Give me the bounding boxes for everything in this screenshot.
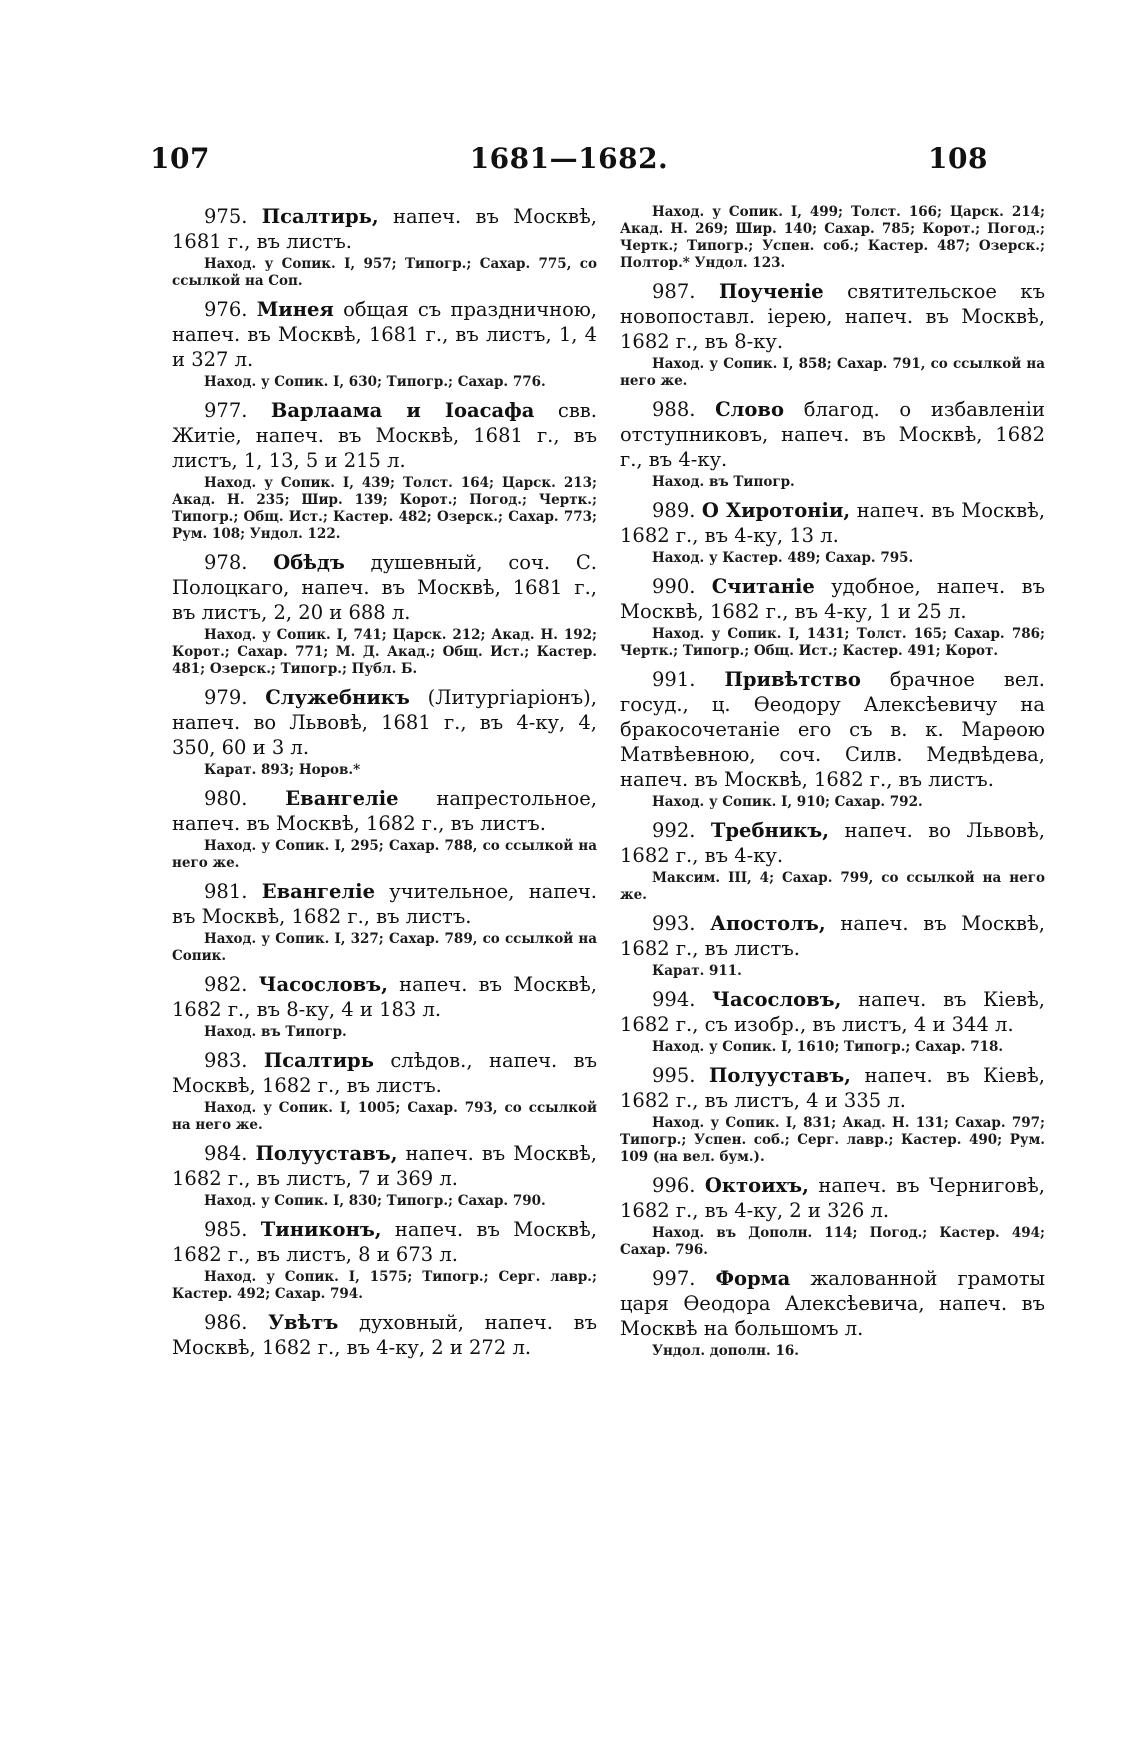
entry-title: Привѣтство (724, 668, 861, 691)
entry-details: удобное, напеч. въ Москвѣ, 1682 г., въ 4-ку, 1 и 25 л. (620, 575, 1045, 623)
entry-holdings: Наход. у Сопик. I, 630; Типогр.; Сахар. 776. (204, 374, 546, 390)
entry-number: 997. (652, 1267, 696, 1290)
entry-holdings: Наход. у Сопик. I, 439; Толст. 164; Царск. 213; Акад. Н. 235; Шир. 139; Корот.; Погод.; Чертк.; Типогр.; Общ. Ист.; Кастер. 482; Озерск.; Сахар. 773; Рум. 108; Ундол. 122. (172, 475, 597, 542)
entry-holdings: Наход. у Сопик. I, 1431; Толст. 165; Сахар. 786; Чертк.; Типогр.; Общ. Ист.; Кастер. 491; Корот. (620, 626, 1045, 659)
entry-number: 993. (652, 912, 696, 935)
entry-title: Служебникъ (265, 686, 410, 709)
bibliography-entry (620, 818, 1045, 904)
entry-details: благод. о избавленіи отступниковъ, напеч. въ Москвѣ, 1682 г., въ 4-ку. (620, 398, 1045, 471)
entry-number: 987. (652, 280, 696, 303)
entry-number: 989. (652, 499, 696, 522)
entry-title: Полууставъ, (255, 1142, 398, 1165)
entry-number: 996. (652, 1174, 696, 1197)
right-column (620, 204, 1045, 1367)
entry-description (620, 987, 1045, 1037)
entry-details: учительное, напеч. въ Москвѣ, 1682 г., въ листъ. (172, 880, 597, 928)
entry-number: 975. (204, 205, 248, 228)
entry-details: напеч. въ Москвѣ, 1681 г., въ листъ. (172, 205, 597, 253)
entry-holdings: Максим. III, 4; Сахар. 799, со ссылкой на него же. (620, 870, 1045, 903)
entry-holdings: Наход. въ Типогр. (652, 474, 795, 490)
entry-title: Варлаама и Іоасафа (270, 399, 535, 422)
entry-holdings: Наход. въ Дополн. 114; Погод.; Кастер. 494; Сахар. 796. (620, 1225, 1045, 1258)
bibliography-entry (620, 498, 1045, 567)
bibliography-entry (172, 1048, 597, 1134)
entry-details: брачное вел. госуд., ц. Ѳеодору Алексѣевичу на бракосочетаніе его съ в. к. Марѳою Матвѣевною, соч. Силв. Медвѣдева, напеч. въ Москвѣ, 1682 г., въ листъ. (620, 668, 1045, 791)
entry-holdings: Наход. у Сопик. I, 831; Акад. Н. 131; Сахар. 797; Типогр.; Успен. соб.; Серг. лавр.; Кастер. 490; Рум. 109 (на вел. бум.). (620, 1115, 1045, 1165)
entry-title: Псалтирь (263, 1049, 374, 1072)
bibliography-entry (620, 667, 1045, 811)
entry-details: напеч. въ Москвѣ, 1682 г., въ 4-ку, 13 л. (620, 499, 1046, 547)
bibliography-entry (172, 204, 597, 290)
entry-details: святительское къ новопоставл. іерею, напеч. въ Москвѣ, 1682 г., въ 8-ку. (620, 280, 1046, 353)
entry-description (172, 685, 597, 760)
entry-details: напеч. въ Москвѣ, 1682 г., въ листъ. (620, 912, 1045, 960)
bibliography-entry (620, 574, 1045, 660)
entry-number: 981. (204, 880, 248, 903)
entry-holdings: Карат. 911. (652, 963, 742, 979)
bibliography-entry (620, 204, 1045, 272)
entry-details: напеч. въ Москвѣ, 1682 г., въ 8-ку, 4 и 183 л. (172, 973, 597, 1021)
year-range-heading: 1681—1682. (469, 142, 669, 175)
entry-number: 980. (204, 787, 248, 810)
entry-title: Тиниконъ, (260, 1218, 382, 1241)
entry-title: Требникъ, (710, 819, 830, 842)
entry-title: Минея (256, 298, 334, 321)
entry-details: душевный, соч. С. Полоцкаго, напеч. въ Москвѣ, 1681 г., въ листъ, 2, 20 и 688 л. (172, 551, 597, 624)
entry-number: 995. (652, 1064, 696, 1087)
entry-details: свв. Житіе, напеч. въ Москвѣ, 1681 г., въ листъ, 1, 13, 5 и 215 л. (172, 399, 597, 472)
entry-title: Часословъ, (258, 973, 388, 996)
bibliography-entry (172, 550, 597, 678)
entry-details: напеч. во Львовѣ, 1682 г., въ 4-ку. (620, 819, 1045, 867)
bibliography-entry (172, 1141, 597, 1210)
entry-number: 986. (204, 1311, 248, 1334)
entry-details: (Литургіаріонъ), напеч. во Львовѣ, 1681 г., въ 4-ку, 4, 350, 60 и 3 л. (172, 686, 597, 759)
entry-details: слѣдов., напеч. въ Москвѣ, 1682 г., въ листъ. (172, 1049, 598, 1097)
page-number-right: 108 (928, 142, 988, 175)
entry-holdings: Карат. 893; Норов.* (204, 762, 361, 778)
entry-number: 992. (652, 819, 696, 842)
entry-description (172, 204, 597, 254)
entry-number: 978. (204, 551, 248, 574)
entry-description (172, 1310, 597, 1360)
entry-number: 976. (204, 298, 248, 321)
entry-description (620, 574, 1045, 624)
entry-title: Евангеліе (285, 787, 399, 810)
entry-description (620, 498, 1045, 548)
entry-description (172, 1048, 597, 1098)
page-header (150, 142, 988, 178)
entry-description (172, 1217, 597, 1267)
bibliography-entry (172, 879, 597, 965)
page-number-left: 107 (150, 142, 210, 175)
bibliography-entry (620, 987, 1045, 1056)
entry-number: 994. (652, 988, 696, 1011)
entry-holdings: Наход. у Сопик. I, 499; Толст. 166; Царск. 214; Акад. Н. 269; Шир. 140; Сахар. 785; Корот.; Погод.; Чертк.; Типогр.; Успен. соб.; Кастер. 487; Озерск.; Полтор.* Ундол. 123. (620, 204, 1045, 271)
entry-description (620, 397, 1045, 472)
entry-title: Считаніе (711, 575, 815, 598)
entry-number: 988. (652, 398, 696, 421)
entry-number: 982. (204, 973, 248, 996)
entry-title: Евангеліе (261, 880, 375, 903)
entry-title: Поученіе (718, 280, 824, 303)
entry-details: духовный, напеч. въ Москвѣ, 1682 г., въ 4-ку, 2 и 272 л. (172, 1311, 598, 1359)
bibliography-entry (620, 1173, 1045, 1259)
bibliography-entry (620, 397, 1045, 491)
entry-title: Обѣдъ (273, 551, 345, 574)
entry-description (620, 279, 1045, 354)
bibliography-entry (172, 297, 597, 391)
bibliography-entry (172, 972, 597, 1041)
entry-description (172, 297, 597, 372)
entry-description (172, 879, 597, 929)
bibliography-entry (620, 911, 1045, 980)
entry-holdings: Наход. у Сопик. I, 327; Сахар. 789, со ссылкой на Сопик. (172, 931, 597, 964)
entry-details: напеч. въ Москвѣ, 1682 г., въ листъ, 7 и 369 л. (172, 1142, 598, 1190)
bibliography-entry (620, 279, 1045, 390)
entry-details: напрестольное, напеч. въ Москвѣ, 1682 г., въ листъ. (172, 787, 597, 835)
entry-description (620, 1063, 1045, 1113)
entry-title: Полууставъ, (708, 1064, 851, 1087)
entry-description (620, 667, 1045, 792)
entry-holdings: Наход. у Сопик. I, 741; Царск. 212; Акад. Н. 192; Корот.; Сахар. 771; М. Д. Акад.; Общ. Ист.; Кастер. 481; Озерск.; Типогр.; Публ. Б. (172, 627, 597, 677)
entry-title: Форма (715, 1267, 791, 1290)
entry-number: 983. (204, 1049, 248, 1072)
bibliography-entry (172, 786, 597, 872)
entry-description (172, 1141, 597, 1191)
entry-holdings: Наход. у Сопик. I, 957; Типогр.; Сахар. 775, со ссылкой на Соп. (172, 256, 597, 289)
entry-holdings: Наход. у Сопик. I, 910; Сахар. 792. (652, 794, 923, 810)
entry-holdings: Ундол. дополн. 16. (652, 1343, 799, 1359)
entry-title: Апостолъ, (710, 912, 826, 935)
bibliography-entry (172, 1217, 597, 1303)
entry-number: 977. (204, 399, 248, 422)
entry-details: напеч. въ Москвѣ, 1682 г., въ листъ, 8 и 673 л. (172, 1218, 597, 1266)
entry-details: жалованной грамоты царя Ѳеодора Алексѣевича, напеч. въ Москвѣ на большомъ л. (620, 1267, 1046, 1340)
bibliography-entry (172, 685, 597, 779)
entry-title: Псалтирь, (261, 205, 379, 228)
entry-holdings: Наход. у Сопик. I, 858; Сахар. 791, со ссылкой на него же. (620, 356, 1045, 389)
entry-description (172, 398, 597, 473)
left-column (172, 204, 597, 1367)
entry-holdings: Наход. у Сопик. I, 1005; Сахар. 793, со ссылкой на него же. (172, 1100, 597, 1133)
entry-description (172, 786, 597, 836)
entry-details: напеч. въ Кіевѣ, 1682 г., съ изобр., въ листъ, 4 и 344 л. (620, 988, 1045, 1036)
entry-title: Увѣтъ (268, 1311, 339, 1334)
entry-title: Часословъ, (712, 988, 842, 1011)
entry-description (620, 1173, 1045, 1223)
entry-title: Слово (715, 398, 784, 421)
entry-details: общая съ праздничною, напеч. въ Москвѣ, 1681 г., въ листъ, 1, 4 и 327 л. (172, 298, 597, 371)
entry-details: напеч. въ Кіевѣ, 1682 г., въ листъ, 4 и 335 л. (620, 1064, 1045, 1112)
entry-title: Октоихъ, (704, 1174, 809, 1197)
entry-holdings: Наход. у Сопик. I, 1575; Типогр.; Серг. лавр.; Кастер. 492; Сахар. 794. (172, 1269, 597, 1302)
bibliography-entry (172, 398, 597, 543)
entry-number: 979. (204, 686, 248, 709)
bibliography-entry (620, 1063, 1045, 1166)
entry-holdings: Наход. въ Типогр. (204, 1024, 347, 1040)
entry-description (620, 818, 1045, 868)
entry-holdings: Наход. у Сопик. I, 1610; Типогр.; Сахар. 718. (652, 1039, 1004, 1055)
entry-number: 991. (652, 668, 696, 691)
entry-description (620, 911, 1045, 961)
bibliography-entry (620, 1266, 1045, 1360)
bibliography-entry (172, 1310, 597, 1360)
entry-holdings: Наход. у Сопик. I, 295; Сахар. 788, со ссылкой на него же. (172, 838, 597, 871)
entry-number: 984. (204, 1142, 248, 1165)
entry-number: 985. (204, 1218, 248, 1241)
entry-holdings: Наход. у Кастер. 489; Сахар. 795. (652, 550, 914, 566)
entry-description (620, 1266, 1045, 1341)
entry-number: 990. (652, 575, 696, 598)
entry-description (172, 550, 597, 625)
entry-description (172, 972, 597, 1022)
entry-details: напеч. въ Черниговѣ, 1682 г., въ 4-ку, 2 и 326 л. (620, 1174, 1046, 1222)
entry-title: О Хиротоніи, (701, 499, 851, 522)
entry-holdings: Наход. у Сопик. I, 830; Типогр.; Сахар. 790. (204, 1193, 546, 1209)
